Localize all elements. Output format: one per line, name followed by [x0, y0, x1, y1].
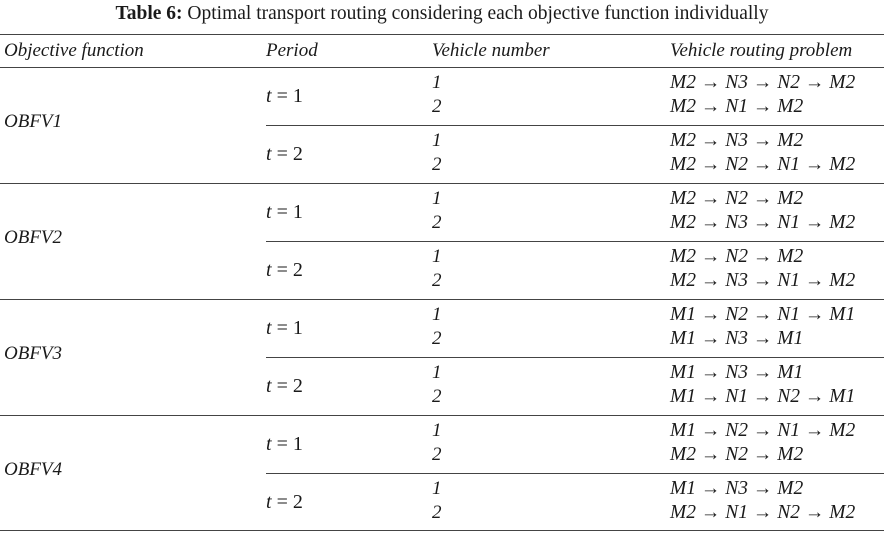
routing-cell: M1 → N2 → N1 → M1: [670, 304, 856, 325]
period-cell: [266, 375, 303, 398]
period-rule: [266, 125, 884, 126]
routing-cell: M1 → N2 → N1 → M2: [670, 420, 856, 441]
vehicle-number: 1: [432, 246, 442, 267]
routing-cell: M1 → N3 → M2: [670, 478, 804, 499]
header-rule: [0, 67, 884, 68]
caption-text: Optimal transport routing considering each objective function individually: [187, 3, 769, 24]
routing-cell: M2 → N2 → M2: [670, 188, 804, 209]
routing-cell: M1 → N3 → M1: [670, 328, 804, 349]
header-objective: Objective function: [4, 40, 144, 61]
period-value: = 2: [271, 491, 303, 513]
period-variable: t: [266, 317, 272, 339]
vehicle-number: 1: [432, 188, 442, 209]
period-cell: [266, 259, 303, 282]
top-rule: [0, 34, 884, 35]
table-caption: [0, 3, 884, 25]
vehicle-number: 2: [432, 270, 442, 291]
period-variable: t: [266, 143, 272, 165]
period-value: = 1: [271, 433, 303, 455]
period-variable: t: [266, 433, 272, 455]
period-cell: [266, 433, 303, 456]
vehicle-number: 2: [432, 328, 442, 349]
routing-cell: M1 → N1 → N2 → M1: [670, 386, 856, 407]
routing-cell: M2 → N3 → N1 → M2: [670, 270, 856, 291]
caption-label: Table 6:: [115, 3, 183, 24]
routing-cell: M2 → N2 → M2: [670, 246, 804, 267]
objective-label: OBFV1: [4, 111, 63, 132]
period-rule: [266, 357, 884, 358]
routing-cell: M2 → N2 → M2: [670, 444, 804, 465]
bottom-rule: [0, 530, 884, 531]
period-variable: t: [266, 259, 272, 281]
routing-cell: M2 → N3 → M2: [670, 130, 804, 151]
vehicle-number: 1: [432, 420, 442, 441]
period-value: = 1: [271, 317, 303, 339]
routing-cell: M2 → N1 → M2: [670, 96, 804, 117]
period-value: = 2: [271, 259, 303, 281]
vehicle-number: 1: [432, 72, 442, 93]
group-rule: [0, 415, 884, 416]
period-variable: t: [266, 491, 272, 513]
period-variable: t: [266, 375, 272, 397]
vehicle-number: 1: [432, 130, 442, 151]
period-cell: [266, 143, 303, 166]
period-cell: [266, 201, 303, 224]
period-cell: [266, 491, 303, 514]
routing-cell: M2 → N3 → N2 → M2: [670, 72, 856, 93]
vehicle-number: 2: [432, 444, 442, 465]
objective-label: OBFV4: [4, 459, 63, 480]
vehicle-number: 1: [432, 478, 442, 499]
vehicle-number: 1: [432, 362, 442, 383]
vehicle-number: 1: [432, 304, 442, 325]
vehicle-number: 2: [432, 96, 442, 117]
vehicle-number: 2: [432, 212, 442, 233]
routing-cell: M2 → N2 → N1 → M2: [670, 154, 856, 175]
routing-cell: M2 → N3 → N1 → M2: [670, 212, 856, 233]
period-cell: [266, 317, 303, 340]
objective-label: OBFV3: [4, 343, 63, 364]
period-value: = 1: [271, 85, 303, 107]
header-period: Period: [266, 40, 318, 61]
header-routing: Vehicle routing problem: [670, 40, 853, 61]
period-value: = 1: [271, 201, 303, 223]
period-variable: t: [266, 85, 272, 107]
period-cell: [266, 85, 303, 108]
period-value: = 2: [271, 143, 303, 165]
routing-cell: M1 → N3 → M1: [670, 362, 804, 383]
group-rule: [0, 299, 884, 300]
routing-cell: M2 → N1 → N2 → M2: [670, 502, 856, 523]
vehicle-number: 2: [432, 154, 442, 175]
vehicle-number: 2: [432, 386, 442, 407]
header-vehicle: Vehicle number: [432, 40, 550, 61]
period-value: = 2: [271, 375, 303, 397]
period-rule: [266, 473, 884, 474]
objective-label: OBFV2: [4, 227, 63, 248]
vehicle-number: 2: [432, 502, 442, 523]
period-variable: t: [266, 201, 272, 223]
period-rule: [266, 241, 884, 242]
group-rule: [0, 183, 884, 184]
